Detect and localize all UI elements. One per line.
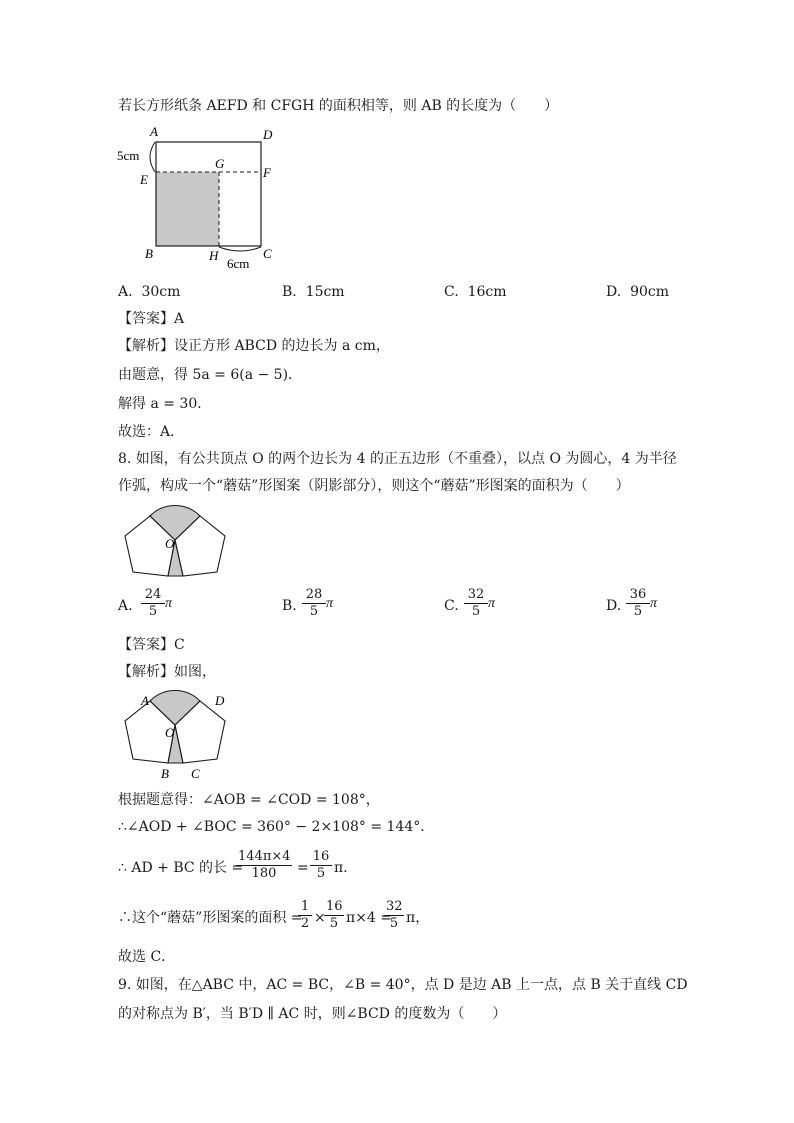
label-a2: A: [141, 693, 149, 708]
q7-analysis-1: 【解析】设正方形 ABCD 的边长为 a cm，: [118, 338, 390, 354]
label-h: H: [209, 248, 219, 263]
label-b: B: [145, 246, 153, 261]
label-e: E: [140, 172, 148, 187]
q7-figure: [115, 122, 285, 272]
q8-step1: 根据题意得：∠AOB = ∠COD = 108°，: [118, 792, 380, 808]
q8-conclusion: 故选 C．: [118, 949, 176, 965]
q7-option-b: B. 15cm: [282, 284, 345, 300]
q7-option-c: C. 16cm: [444, 284, 507, 300]
q8-stem-line2: 作弧，构成一个“蘑菇”形图案（阴影部分），则这个“蘑菇”形图案的面积为（ ）: [118, 478, 630, 494]
brace-left: [150, 142, 155, 172]
label-c: C: [263, 246, 272, 261]
label-g: G: [215, 156, 225, 171]
label-d2: D: [215, 693, 225, 708]
q7-analysis-3: 解得 a = 30．: [118, 396, 212, 412]
label-c2: C: [191, 766, 200, 780]
dim-6cm: 6cm: [227, 256, 250, 271]
q7-analysis-4: 故选：A．: [118, 424, 185, 440]
q8-stem-line1: 8. 如图，有公共顶点 O 的两个边长为 4 的正五边形（不重叠），以点 O 为圆心，4 为半径: [118, 451, 677, 467]
q7-stem: 若长方形纸条 AEFD 和 CFGH 的面积相等，则 AB 的长度为（ ）: [118, 98, 559, 114]
label-a: A: [150, 124, 158, 139]
dim-5cm: 5cm: [117, 148, 140, 163]
q7-answer: 【答案】A: [118, 311, 185, 327]
q7-analysis-2: 由题意，得 5a = 6(a − 5)．: [118, 367, 303, 383]
q8-analysis-intro: 【解析】如图，: [118, 664, 216, 680]
brace-bottom: [219, 247, 261, 251]
q7-option-d: D. 90cm: [606, 284, 670, 300]
q8-analysis-figure: [115, 685, 245, 780]
label-o2: O: [165, 725, 175, 740]
q9-line2: 的对称点为 B′，当 B′D ∥ AC 时，则∠BCD 的度数为（ ）: [118, 1006, 507, 1022]
label-d: D: [263, 127, 273, 142]
q8-figure: [115, 500, 245, 580]
label-f: F: [263, 165, 271, 180]
q8-answer: 【答案】C: [118, 637, 185, 653]
label-o: O: [165, 536, 175, 551]
q7-option-a: A. 30cm: [118, 284, 181, 300]
label-b2: B: [161, 766, 169, 780]
q8-step2: ∴∠AOD + ∠BOC = 360° − 2×108° = 144°．: [118, 819, 435, 835]
q9-line1: 9. 如图，在△ABC 中，AC = BC，∠B = 40°，点 D 是边 AB 上一点，点 B 关于直线 CD: [118, 977, 688, 993]
shaded-rect-efgh: [156, 172, 219, 246]
